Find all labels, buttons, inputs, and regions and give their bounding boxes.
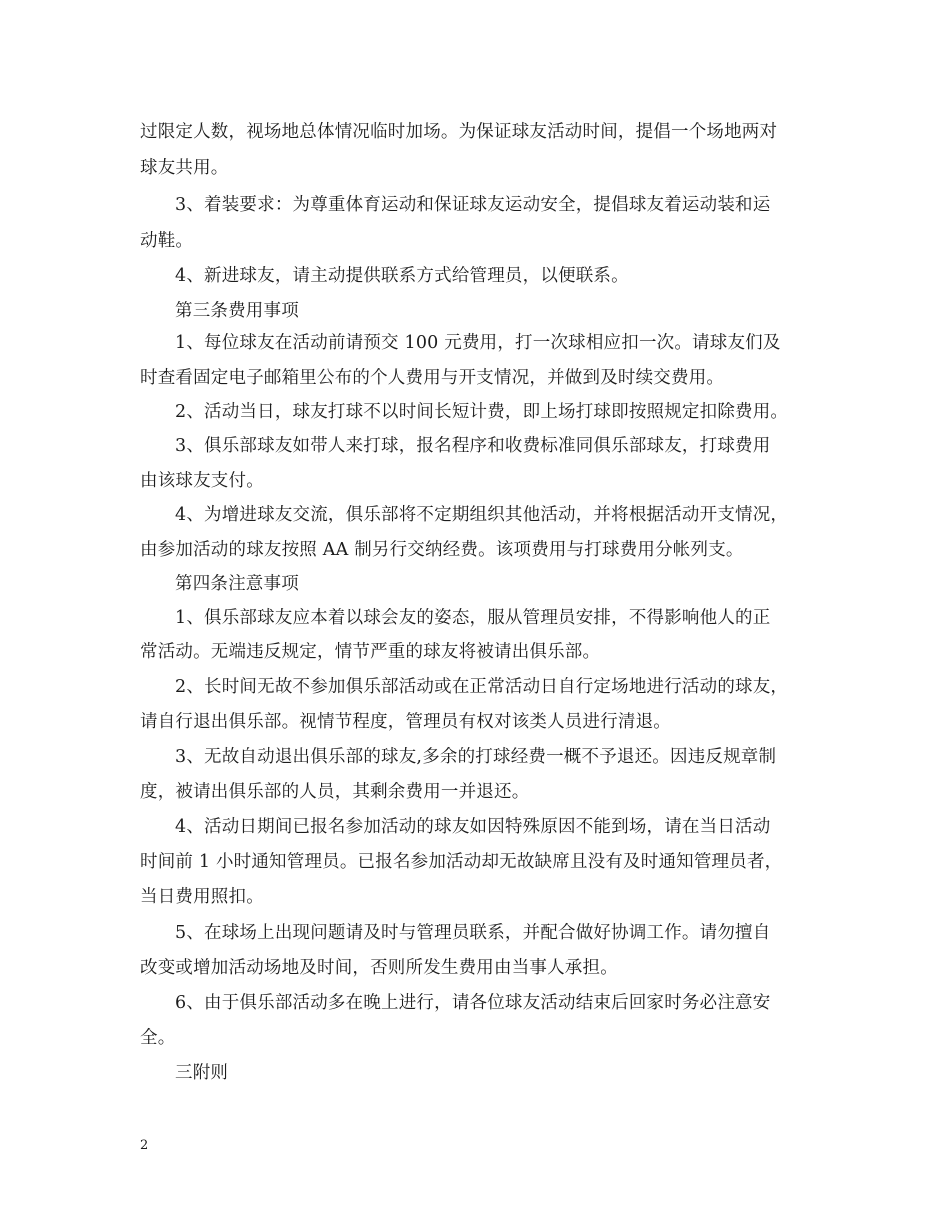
text-line: 当日费用照扣。 xyxy=(140,887,264,907)
text-line: 4、为增进球友交流，俱乐部将不定期组织其他活动，并将根据活动开支情况， xyxy=(175,505,789,525)
page-number: 2 xyxy=(140,1138,149,1153)
text-line: 改变或增加活动场地及时间，否则所发生费用由当事人承担。 xyxy=(140,958,618,978)
section-heading: 第四条注意事项 xyxy=(175,574,299,594)
text-line: 球友共用。 xyxy=(140,158,229,178)
text-line: 全。 xyxy=(140,1028,176,1048)
text-line: 时间前 1 小时通知管理员。已报名参加活动却无故缺席且没有及时通知管理员者， xyxy=(140,852,783,872)
text-line: 2、活动当日，球友打球不以时间长短计费，即上场打球即按照规定扣除费用。 xyxy=(175,402,789,422)
text-line: 4、新进球友，请主动提供联系方式给管理员，以便联系。 xyxy=(175,266,629,286)
text-line: 由参加活动的球友按照 AA 制另行交纳经费。该项费用与打球费用分帐列支。 xyxy=(140,540,744,560)
text-line: 6、由于俱乐部活动多在晚上进行，请各位球友活动结束后回家时务必注意安 xyxy=(175,993,771,1013)
text-line: 动鞋。 xyxy=(140,231,194,251)
text-line: 4、活动日期间已报名参加活动的球友如因特殊原因不能到场，请在当日活动 xyxy=(175,817,771,837)
text-line: 3、着装要求：为尊重体育运动和保证球友运动安全，提倡球友着运动装和运 xyxy=(175,195,771,215)
text-line: 1、每位球友在活动前请预交 100 元费用，打一次球相应扣一次。请球友们及 xyxy=(175,333,781,353)
section-heading: 三附则 xyxy=(175,1063,229,1083)
text-line: 过限定人数，视场地总体情况临时加场。为保证球友活动时间，提倡一个场地两对 xyxy=(140,122,778,142)
section-heading: 第三条费用事项 xyxy=(175,301,299,321)
text-line: 5、在球场上出现问题请及时与管理员联系，并配合做好协调工作。请勿擅自 xyxy=(175,923,771,943)
text-line: 1、俱乐部球友应本着以球会友的姿态，服从管理员安排，不得影响他人的正 xyxy=(175,608,771,628)
text-line: 常活动。无端违反规定，情节严重的球友将被请出俱乐部。 xyxy=(140,642,601,662)
text-line: 2、长时间无故不参加俱乐部活动或在正常活动日自行定场地进行活动的球友， xyxy=(175,677,789,697)
text-line: 请自行退出俱乐部。视情节程度，管理员有权对该类人员进行清退。 xyxy=(140,712,671,732)
text-line: 时查看固定电子邮箱里公布的个人费用与开支情况，并做到及时续交费用。 xyxy=(140,368,725,388)
text-line: 3、无故自动退出俱乐部的球友,多余的打球经费一概不予退还。因违反规章制 xyxy=(175,747,777,767)
text-line: 由该球友支付。 xyxy=(140,471,264,491)
text-line: 3、俱乐部球友如带人来打球，报名程序和收费标准同俱乐部球友，打球费用 xyxy=(175,436,771,456)
text-line: 度，被请出俱乐部的人员，其剩余费用一并退还。 xyxy=(140,782,530,802)
